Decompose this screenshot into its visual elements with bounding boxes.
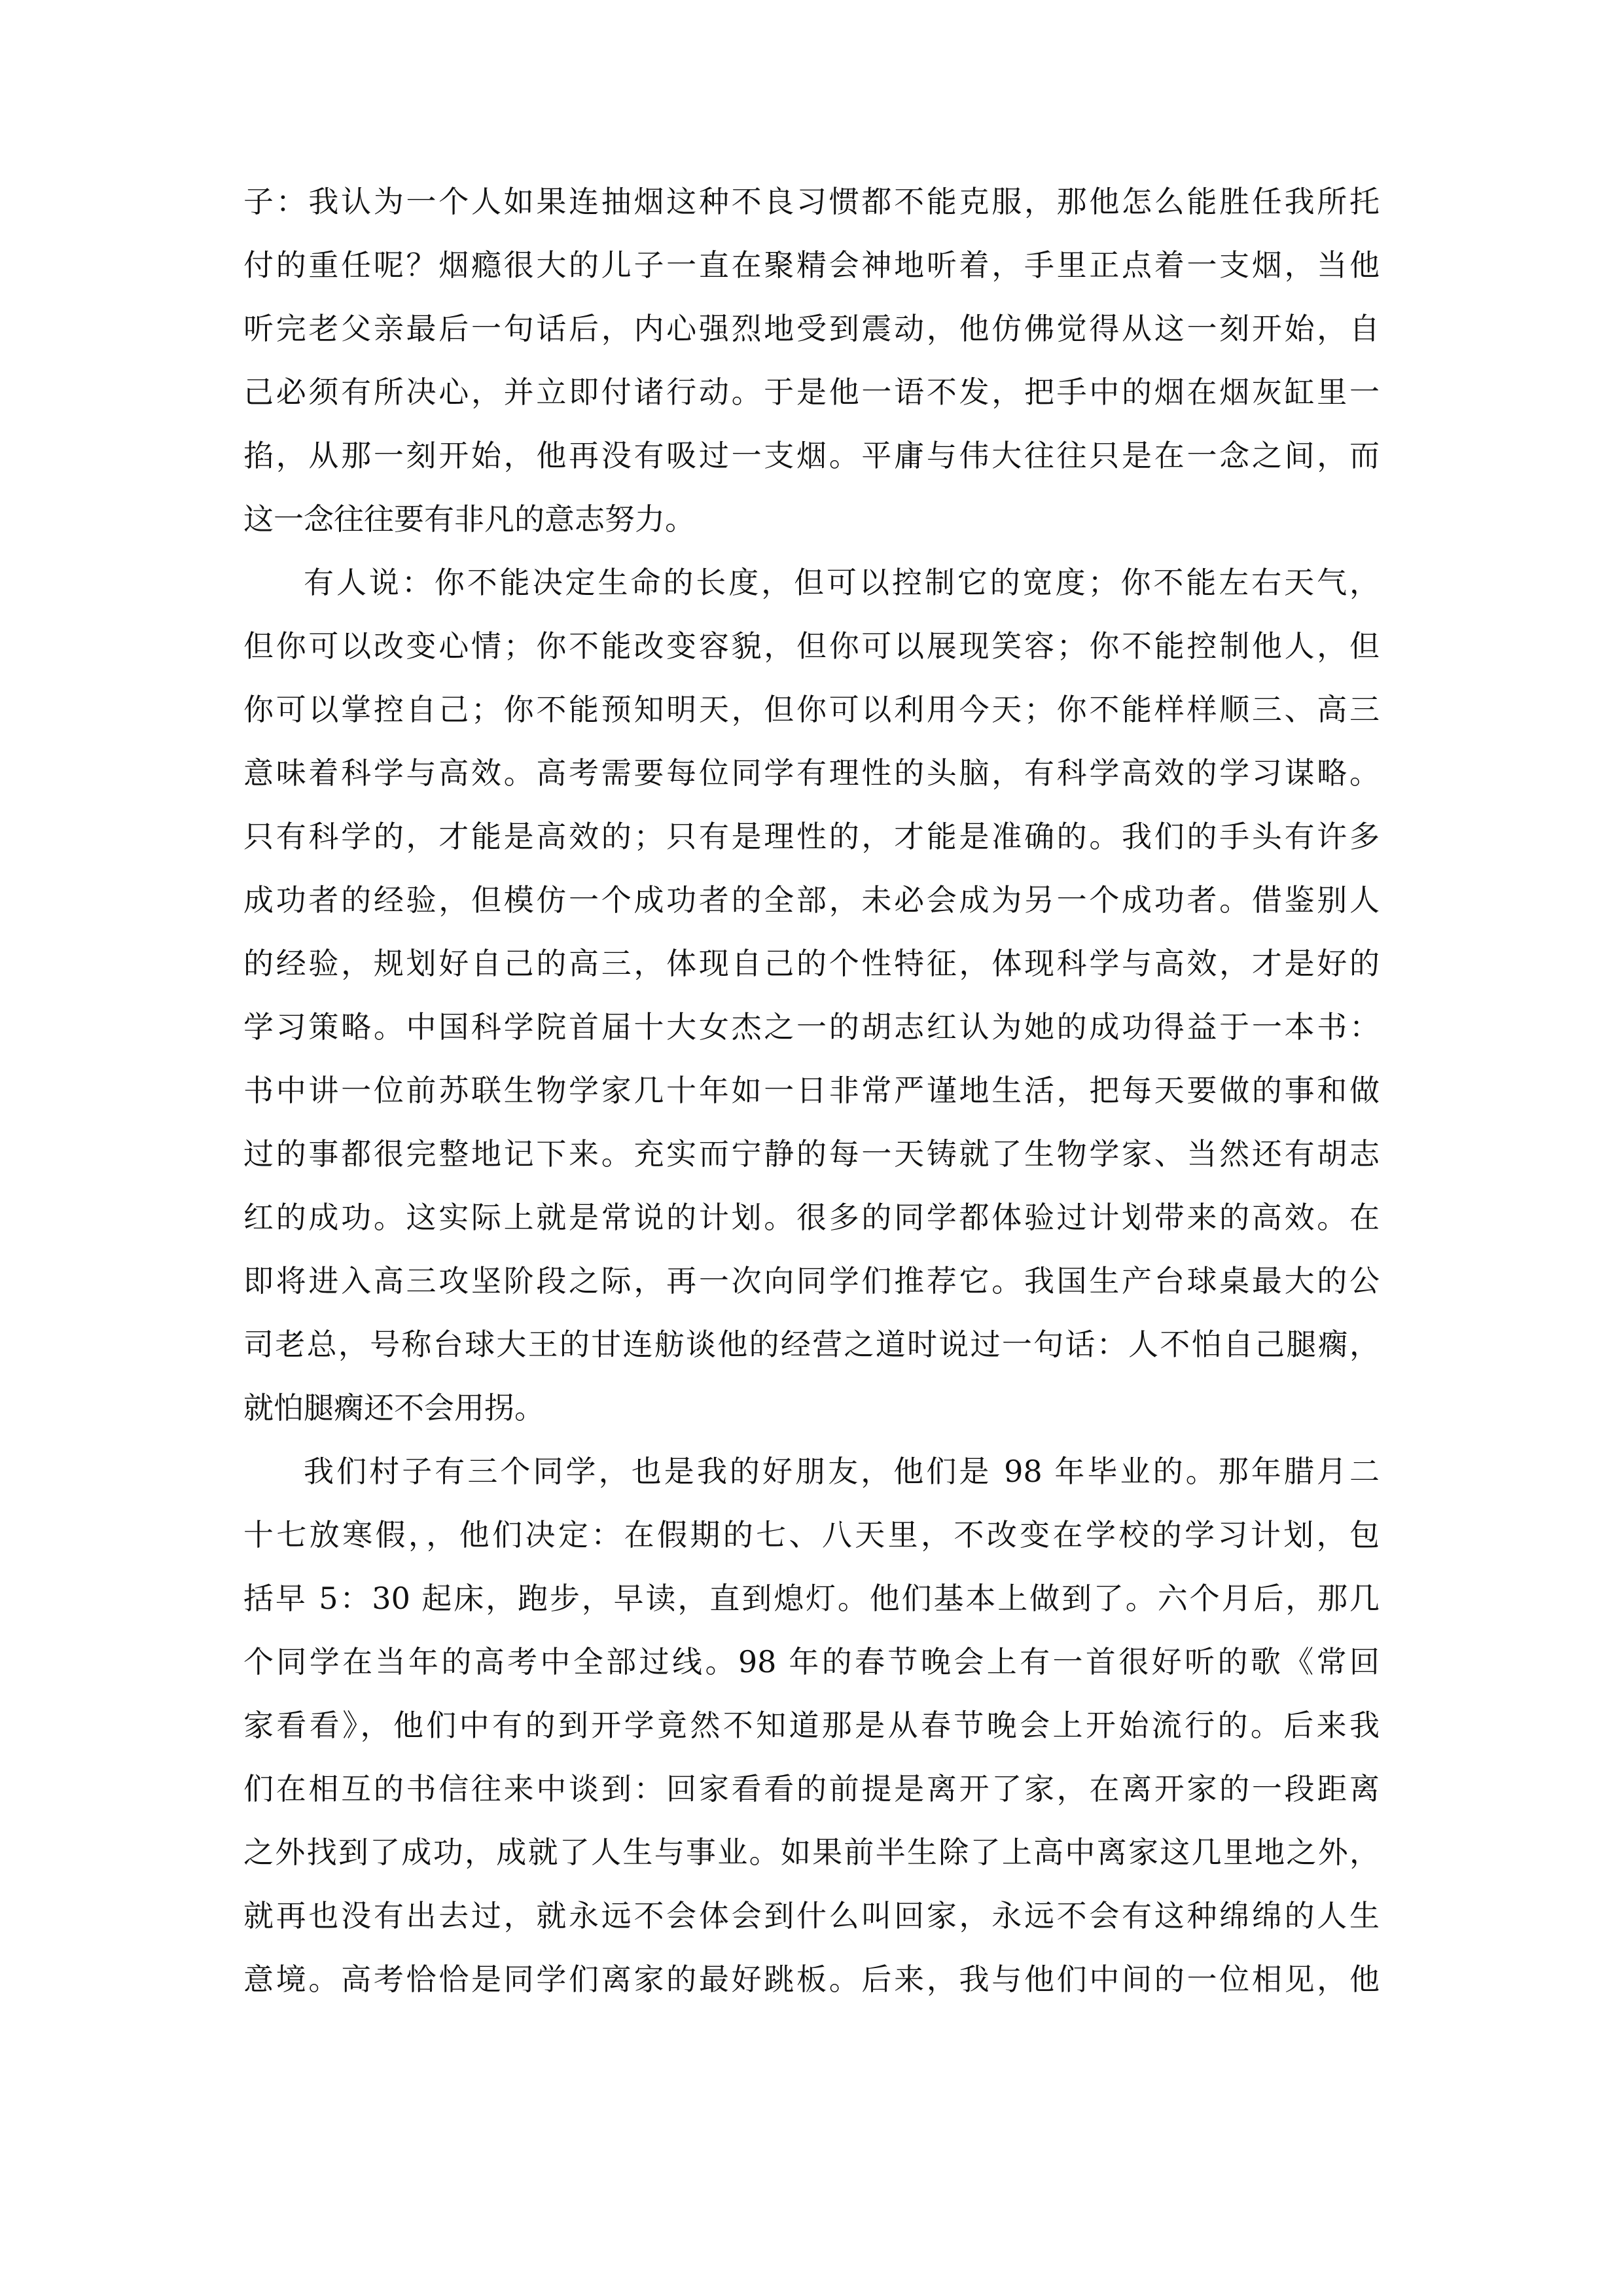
text-line: 的经验，规划好自己的高三，体现自己的个性特征，体现科学与高效，才是好的 xyxy=(243,946,1380,981)
text-line: 就怕腿瘸还不会用拐。 xyxy=(243,1390,544,1426)
text-line: 个同学在当年的高考中全部过线。98 年的春节晚会上有一首很好听的歌《常回 xyxy=(243,1644,1380,1679)
text-line: 意味着科学与高效。高考需要每位同学有理性的头脑，有科学高效的学习谋略。 xyxy=(243,755,1380,791)
text-line: 你可以掌控自己；你不能预知明天，但你可以利用今天；你不能样样顺三、高三 xyxy=(243,692,1380,727)
text-line: 司老总，号称台球大王的甘连舫谈他的经营之道时说过一句话：人不怕自己腿瘸， xyxy=(243,1327,1380,1362)
text-line: 红的成功。这实际上就是常说的计划。很多的同学都体验过计划带来的高效。在 xyxy=(243,1200,1380,1235)
text-line: 就再也没有出去过，就永远不会体会到什么叫回家，永远不会有这种绵绵的人生 xyxy=(243,1898,1380,1933)
text-line: 们在相互的书信往来中谈到：回家看看的前提是离开了家，在离开家的一段距离 xyxy=(243,1771,1380,1806)
text-line: 即将进入高三攻坚阶段之际，再一次向同学们推荐它。我国生产台球桌最大的公 xyxy=(243,1263,1380,1299)
text-line: 付的重任呢？烟瘾很大的儿子一直在聚精会神地听着，手里正点着一支烟，当他 xyxy=(243,247,1380,283)
text-line: 只有科学的，才能是高效的；只有是理性的，才能是准确的。我们的手头有许多 xyxy=(243,819,1380,854)
text-line: 书中讲一位前苏联生物学家几十年如一日非常严谨地生活，把每天要做的事和做 xyxy=(243,1073,1380,1108)
text-line: 我们村子有三个同学，也是我的好朋友，他们是 98 年毕业的。那年腊月二 xyxy=(304,1454,1380,1489)
text-line: 意境。高考恰恰是同学们离家的最好跳板。后来，我与他们中间的一位相见，他 xyxy=(243,1962,1380,1997)
text-line: 掐，从那一刻开始，他再没有吸过一支烟。平庸与伟大往往只是在一念之间，而 xyxy=(243,438,1380,473)
text-line: 之外找到了成功，成就了人生与事业。如果前半生除了上高中离家这几里地之外， xyxy=(243,1835,1380,1870)
text-line: 己必须有所决心，并立即付诸行动。于是他一语不发，把手中的烟在烟灰缸里一 xyxy=(243,374,1380,410)
text-line: 家看看》，他们中有的到开学竟然不知道那是从春节晚会上开始流行的。后来我 xyxy=(243,1708,1380,1743)
text-line: 有人说：你不能决定生命的长度，但可以控制它的宽度；你不能左右天气， xyxy=(304,565,1380,600)
paragraph-1 xyxy=(243,170,1380,551)
document-page xyxy=(243,170,1380,2011)
paragraph-3 xyxy=(243,1440,1380,2011)
text-line: 过的事都很完整地记下来。充实而宁静的每一天铸就了生物学家、当然还有胡志 xyxy=(243,1136,1380,1172)
text-line: 子：我认为一个人如果连抽烟这种不良习惯都不能克服，那他怎么能胜任我所托 xyxy=(243,184,1380,219)
text-line: 学习策略。中国科学院首届十大女杰之一的胡志红认为她的成功得益于一本书： xyxy=(243,1009,1380,1045)
text-line: 成功者的经验，但模仿一个成功者的全部，未必会成为另一个成功者。借鉴别人 xyxy=(243,882,1380,918)
text-line: 听完老父亲最后一句话后，内心强烈地受到震动，他仿佛觉得从这一刻开始，自 xyxy=(243,311,1380,346)
text-line: 括早 5：30 起床，跑步，早读，直到熄灯。他们基本上做到了。六个月后，那几 xyxy=(243,1581,1380,1616)
paragraph-2 xyxy=(243,551,1380,1440)
text-line: 十七放寒假，，他们决定：在假期的七、八天里，不改变在学校的学习计划，包 xyxy=(243,1517,1380,1552)
text-line: 这一念往往要有非凡的意志努力。 xyxy=(243,501,695,537)
text-line: 但你可以改变心情；你不能改变容貌，但你可以展现笑容；你不能控制他人，但 xyxy=(243,628,1380,664)
